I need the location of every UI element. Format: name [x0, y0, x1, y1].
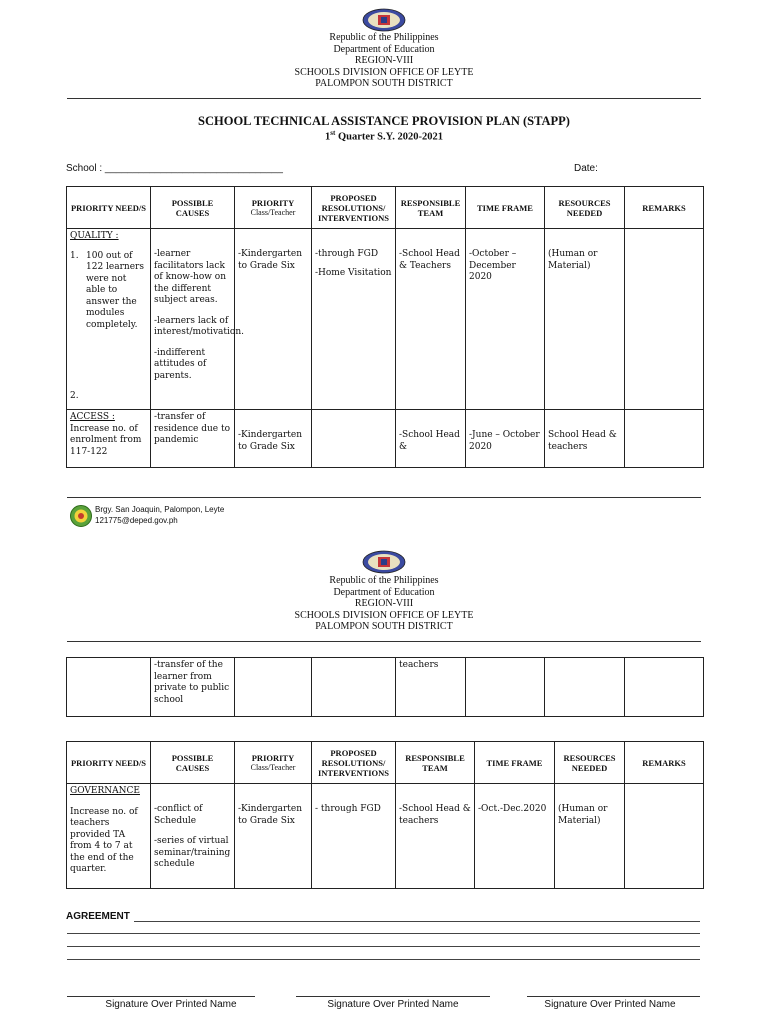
governance-remarks-cell [625, 784, 704, 889]
quality-team-cell: -School Head & Teachers [396, 229, 466, 410]
access-heading: ACCESS : [70, 412, 115, 422]
agreement-line-1[interactable] [134, 921, 700, 922]
quality-time-cell: -October – December 2020 [466, 229, 545, 410]
quality-item-1 [70, 251, 147, 332]
signature-label-2: Signature Over Printed Name [327, 999, 459, 1010]
table-header-row-2 [67, 742, 704, 784]
quality-priority-cell: -Kindergarten to Grade Six [235, 229, 312, 410]
access-remarks-cell [625, 410, 704, 468]
deped-seal-icon-2 [362, 550, 406, 574]
quality-remarks-cell [625, 229, 704, 410]
quality-causes-cell [151, 229, 244, 410]
district-line-2: PALOMPON SOUTH DISTRICT [315, 621, 453, 632]
col-priority-need: PRIORITY NEED/S [67, 187, 151, 229]
governance-need-text: Increase no. of teachers provided TA from 4 to 7 at the end of the quarter. [70, 806, 138, 874]
access-priority-cell: -Kindergarten to Grade Six [235, 410, 312, 468]
governance-team-cell: -School Head & teachers [396, 784, 475, 889]
access-time-cell: -June – October 2020 [466, 410, 545, 468]
governance-resources-cell: (Human or Material) [555, 784, 625, 889]
stapp-table-1 [66, 186, 704, 468]
quarter-suffix: st [330, 129, 336, 137]
access-proposed-cell [312, 410, 396, 468]
quality-resources-cell: (Human or Material) [545, 229, 625, 410]
signature-label-3: Signature Over Printed Name [544, 999, 676, 1010]
agreement-line-2[interactable] [67, 933, 700, 934]
quality-item-1-text: 100 out of 122 learners were not able to answer the modules completely. [86, 250, 144, 330]
school-logo-icon [70, 505, 92, 527]
footer-email[interactable]: 121775@deped.gov.ph [95, 516, 178, 525]
col-proposed-2: PROPOSED RESOLUTIONS/ INTERVENTIONS [312, 742, 396, 784]
header-divider [67, 98, 701, 99]
col-responsible-team-2: RESPONSIBLE TEAM [396, 742, 475, 784]
quarter-line [0, 129, 768, 143]
table-row-access [67, 410, 704, 468]
governance-cause-2: -series of virtual seminar/training schedule [154, 836, 231, 869]
header-divider-2 [67, 641, 701, 642]
quality-heading: QUALITY : [70, 231, 119, 241]
governance-proposed-cell: - through FGD [312, 784, 396, 889]
cont-team-cell: teachers [396, 658, 466, 717]
cont-remarks-cell [625, 658, 704, 717]
col-time-frame: TIME FRAME [466, 187, 545, 229]
quality-item-1-num: 1. [70, 250, 79, 261]
document-title: SCHOOL TECHNICAL ASSISTANCE PROVISION PLAN (STAPP) [198, 114, 570, 128]
col-priority-sub-2: Class/Teacher [250, 762, 296, 772]
col-priority-class-2 [235, 742, 312, 784]
division-line-2: SCHOOLS DIVISION OFFICE OF LEYTE [294, 609, 474, 621]
stapp-table-governance [66, 741, 704, 889]
governance-time-cell: -Oct.-Dec.2020 [475, 784, 555, 889]
quality-cause-3: -indifferent attitudes of parents. [154, 347, 207, 381]
table-row-continued [67, 658, 704, 717]
republic-line: Republic of the Philippines [329, 32, 439, 43]
cont-time-cell [466, 658, 545, 717]
col-priority-class [235, 187, 312, 229]
date-field[interactable]: Date: [574, 163, 598, 174]
agency-header [0, 32, 768, 90]
cont-proposed-cell [312, 658, 396, 717]
footer-contact [95, 504, 224, 526]
division-line: SCHOOLS DIVISION OFFICE OF LEYTE [294, 66, 474, 78]
access-team-cell: -School Head & [396, 410, 466, 468]
access-need-text: Increase no. of enrolment from 117-122 [70, 423, 142, 457]
table-header-row [67, 187, 704, 229]
quality-proposed-1: -through FGD [315, 249, 379, 259]
deped-seal-icon [362, 8, 406, 32]
signature-line-1[interactable] [67, 996, 255, 997]
cont-resources-cell [545, 658, 625, 717]
quality-proposed-cell [312, 229, 396, 410]
region-line-2: REGION-VIII [354, 598, 414, 609]
footer-divider [67, 497, 701, 498]
agency-header-2 [0, 575, 768, 633]
access-causes-cell: -transfer of residence due to pandemic [151, 410, 235, 468]
access-resources-cell: School Head & teachers [545, 410, 625, 468]
signature-line-3[interactable] [527, 996, 700, 997]
department-line-2: Department of Education [333, 586, 435, 598]
col-priority-need-2: PRIORITY NEED/S [67, 742, 151, 784]
access-need-cell [67, 410, 151, 468]
table-row-quality [67, 229, 704, 410]
quality-cause-2: -learners lack of interest/motivation. [154, 315, 244, 337]
col-priority-label-2: PRIORITY [251, 752, 295, 763]
quality-item-2-num: 2. [70, 391, 79, 401]
col-proposed: PROPOSED RESOLUTIONS/ INTERVENTIONS [312, 187, 396, 229]
governance-cause-1: -conflict of Schedule [154, 804, 203, 826]
col-responsible-team: RESPONSIBLE TEAM [396, 187, 466, 229]
col-possible-causes: POSSIBLE CAUSES [151, 187, 235, 229]
quality-proposed-2: -Home Visitation [315, 267, 392, 278]
signature-label-1: Signature Over Printed Name [105, 999, 237, 1010]
quarter-text: Quarter S.Y. 2020-2021 [335, 131, 443, 143]
quarter-number: 1 [325, 131, 331, 143]
quality-need-cell [67, 229, 151, 410]
governance-heading: GOVERNANCE [70, 786, 140, 796]
region-line: REGION-VIII [354, 55, 414, 66]
col-time-frame-2: TIME FRAME [475, 742, 555, 784]
col-resources-2: RESOURCES NEEDED [555, 742, 625, 784]
cont-need-cell [67, 658, 151, 717]
signature-line-2[interactable] [296, 996, 490, 997]
cont-priority-cell [235, 658, 312, 717]
school-field[interactable]: School : ________________________________ [66, 163, 283, 174]
agreement-line-3[interactable] [67, 946, 700, 947]
col-remarks: REMARKS [625, 187, 704, 229]
district-line: PALOMPON SOUTH DISTRICT [315, 78, 453, 89]
col-remarks-2: REMARKS [625, 742, 704, 784]
col-priority-label: PRIORITY [251, 197, 295, 208]
agreement-line-4[interactable] [67, 959, 700, 960]
stapp-table-continued [66, 657, 704, 717]
col-possible-causes-2: POSSIBLE CAUSES [151, 742, 235, 784]
agreement-label: AGREEMENT [66, 911, 130, 922]
governance-causes-cell [151, 784, 235, 889]
republic-line-2: Republic of the Philippines [329, 575, 439, 586]
cont-causes-cell: -transfer of the learner from private to public school [151, 658, 235, 717]
governance-need-cell [67, 784, 151, 889]
footer-address: Brgy. San Joaquin, Palompon, Leyte [95, 505, 225, 514]
governance-priority-cell: -Kindergarten to Grade Six [235, 784, 312, 889]
col-priority-sub: Class/Teacher [250, 207, 296, 217]
table-row-governance [67, 784, 704, 889]
quality-cause-1: -learner facilitators lack of know-how on the different subject areas. [154, 249, 227, 305]
department-line: Department of Education [333, 43, 435, 55]
col-resources: RESOURCES NEEDED [545, 187, 625, 229]
